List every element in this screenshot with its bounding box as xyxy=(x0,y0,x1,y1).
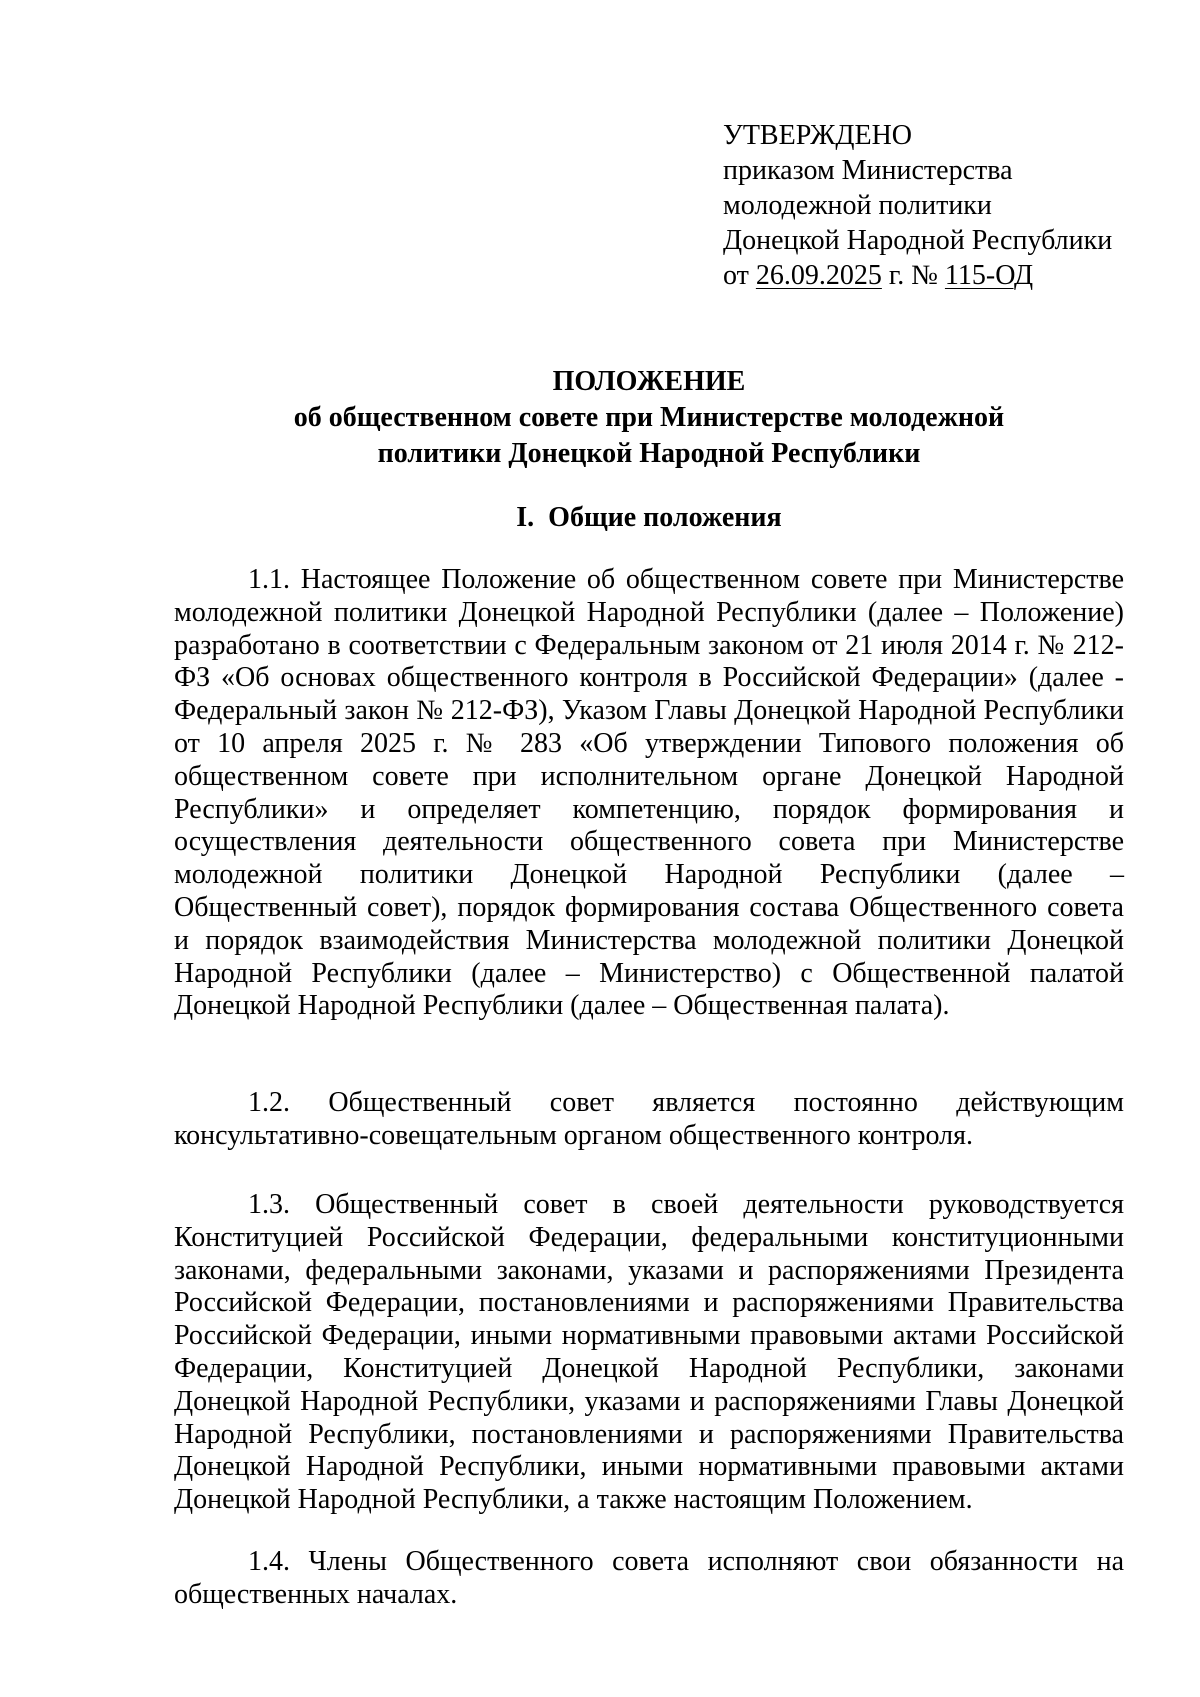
approval-heading: УТВЕРЖДЕНО xyxy=(723,120,913,151)
paragraph-1-1: 1.1. Настоящее Положение об общественном совете при Министерстве молодежной политики Донецкой Народной Республики (далее – Положение) разработано в соответствии с Федеральным законом от 21 июля 2014 г. № 212-ФЗ «Об основах общественного контроля в Российской Федерации» (далее - Федеральный закон № 212-ФЗ), Указом Главы Донецкой Народной Республики от 10 апреля 2025 г. № 283 «Об утверждении Типового положения об общественном совете при исполнительном органе Донецкой Народной Республики» и определяет компетенцию, порядок формирования и осуществления деятельности общественного совета при Министерстве молодежной политики Донецкой Народной Республики (далее – Общественный совет), порядок формирования состава Общественного совета и порядок взаимодействия Министерства молодежной политики Донецкой Народной Республики (далее – Министерство) с Общественной палатой Донецкой Народной Республики (далее – Общественная палата). xyxy=(174,564,1124,1022)
document-title-heading: ПОЛОЖЕНИЕ xyxy=(552,366,746,397)
paragraph-1-2: 1.2. Общественный совет является постоянно действующим консультативно-совещательным органом общественного контроля. xyxy=(174,1087,1124,1151)
document-title-line-2: об общественном совете при Министерстве молодежной xyxy=(293,402,1005,433)
approval-stamp xyxy=(723,118,1163,293)
section-heading: I. Общие положения xyxy=(516,502,782,533)
paragraph-1-4: 1.4. Члены Общественного совета исполняют свои обязанности на общественных началах. xyxy=(174,1546,1124,1610)
approval-line-order: приказом Министерства xyxy=(723,155,1013,186)
approval-date: 26.09.2025 xyxy=(755,260,882,291)
document-title xyxy=(174,364,1124,472)
document-title-line-3: политики Донецкой Народной Республики xyxy=(377,438,921,469)
approval-line-republic: Донецкой Народной Республики xyxy=(723,225,1113,256)
approval-date-prefix: от xyxy=(723,260,756,291)
approval-line-ministry: молодежной политики xyxy=(723,190,992,221)
approval-number-prefix: г. № xyxy=(881,260,945,291)
approval-date-line xyxy=(723,258,1163,293)
approval-number: 115-ОД xyxy=(944,260,1034,291)
paragraph-1-3: 1.3. Общественный совет в своей деятельности руководствуется Конституцией Российской Федерации, федеральными конституционными законами, федеральными законами, указами и распоряжениями Президента Российской Федерации, постановлениями и распоряжениями Правительства Российской Федерации, иными нормативными правовыми актами Российской Федерации, Конституцией Донецкой Народной Республики, законами Донецкой Народной Республики, указами и распоряжениями Главы Донецкой Народной Республики, постановлениями и распоряжениями Правительства Донецкой Народной Республики, иными нормативными правовыми актами Донецкой Народной Республики, а также настоящим Положением. xyxy=(174,1189,1124,1516)
